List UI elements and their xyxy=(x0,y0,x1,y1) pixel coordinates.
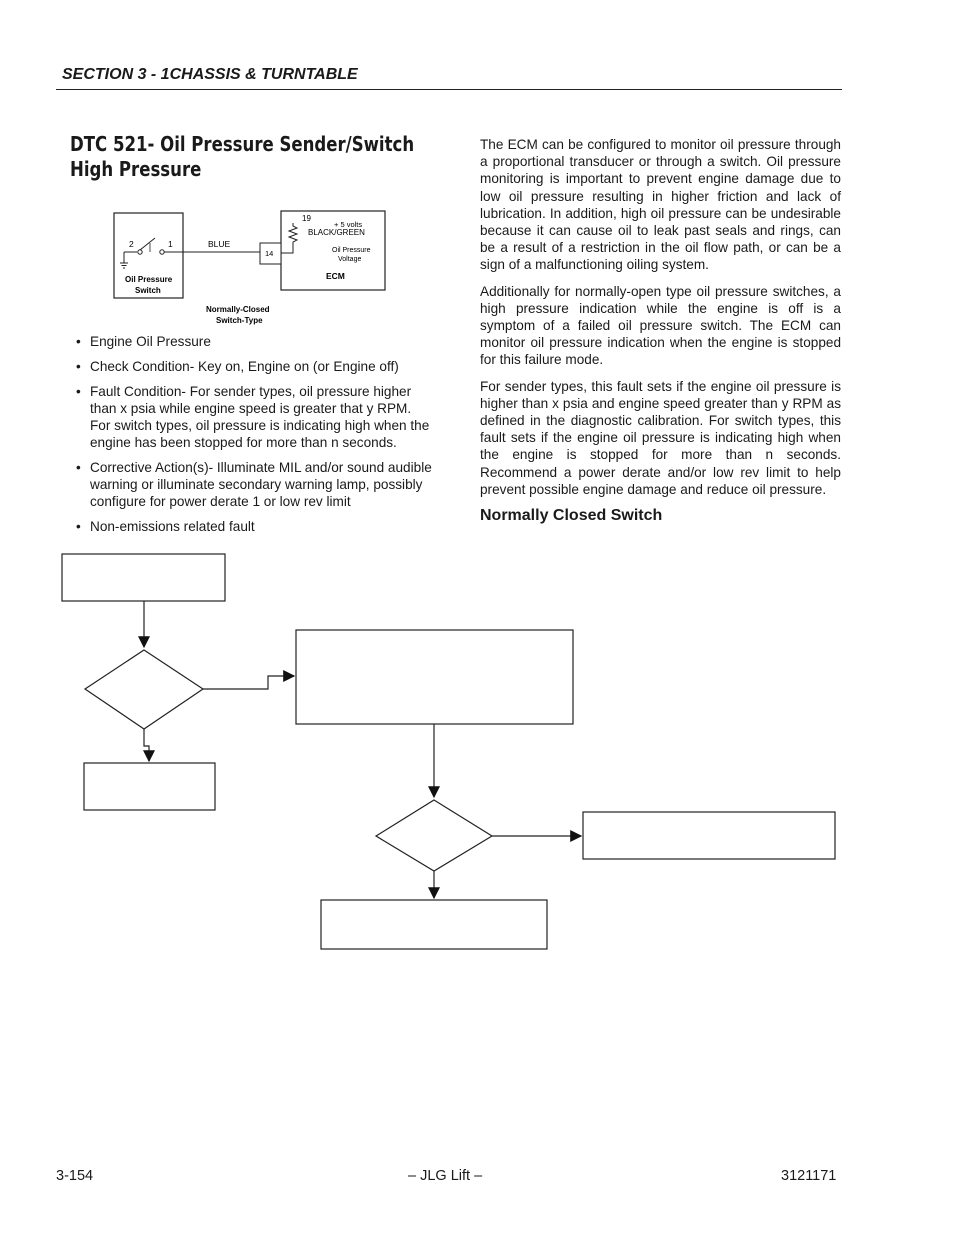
list-item: • Check Condition- Key on, Engine on (or Engine off) xyxy=(76,358,432,375)
paragraph: Additionally for normally-open type oil pressure switches, a high pressure indication while the engine is off is a symptom of a failed oil pressure switch. The ECM can monitor oil pressure indication when the engine is stopped for this failure mode. xyxy=(480,283,841,368)
list-item: • Engine Oil Pressure xyxy=(76,333,432,350)
ecm-supply: + 5 volts xyxy=(334,220,363,229)
ecm-pin-19: 19 xyxy=(302,214,311,223)
list-item: • Corrective Action(s)- Illuminate MIL and/or sound audible warning or illuminate secondary warning lamp, possibly configure for power derate 1 or low rev limit xyxy=(76,459,432,510)
flow-box-right xyxy=(583,812,835,859)
flow-box-main xyxy=(296,630,573,724)
flow-box-start xyxy=(62,554,225,601)
document-number: 3121171 xyxy=(781,1168,837,1184)
switch-type-1: Normally-Closed xyxy=(206,305,270,314)
wire-color-label: BLUE xyxy=(208,239,231,249)
paragraph: For sender types, this fault sets if the engine oil pressure is higher than x psia and engine speed greater than y RPM as defined in the diagnostic calibration. For switch types, this fault sets if the engine oil pressure is indicating high when the engine is stopped for more than n seconds. Recommend a power derate and/or low rev limit to help prevent possible engine damage and reduce oil pressure. xyxy=(480,378,841,497)
switch-pin-1: 1 xyxy=(168,239,173,249)
paragraph: The ECM can be configured to monitor oil pressure through a proportional transducer or through a switch. Oil pressure monitoring is important to prevent engine damage due to low oil pressure resulting in higher friction and lack of lubrication. In addition, high oil pressure can be undesirable because it can cause oil to leak past seals and rings, can be a result of a restriction in the oil flow path, or can be a sign of a malfunctioning oiling system. xyxy=(480,137,841,273)
list-item: • Non-emissions related fault xyxy=(76,518,432,535)
switch-label-2: Switch xyxy=(135,286,161,295)
header-rule xyxy=(56,89,842,90)
footer-brand: – JLG Lift – xyxy=(408,1168,483,1184)
flow-box-left xyxy=(84,763,215,810)
flow-decision-2 xyxy=(376,800,492,871)
description xyxy=(480,136,841,507)
flow-box-bottom xyxy=(321,900,547,949)
flowchart xyxy=(0,540,954,970)
page-number: 3-154 xyxy=(56,1168,94,1184)
flow-decision-1 xyxy=(85,650,203,729)
list-item: • Fault Condition- For sender types, oil pressure higher than x psia while engine speed is greater that y RPM. For switch types, oil pressure is indicating high when the engine has been stopped for more than n seconds. xyxy=(76,383,432,451)
subheading: Normally Closed Switch xyxy=(480,507,663,524)
switch-label-1: Oil Pressure xyxy=(125,275,173,284)
ecm-wire-color: BLACK/GREEN xyxy=(308,228,365,237)
section-header: SECTION 3 - 1CHASSIS & TURNTABLE xyxy=(62,66,358,83)
switch-pin-2: 2 xyxy=(129,239,134,249)
condition-list xyxy=(76,333,432,543)
ecm-signal-1: Oil Pressure xyxy=(332,247,371,254)
ecm-signal-2: Voltage xyxy=(338,256,362,263)
switch-type-2: Switch-Type xyxy=(216,316,263,325)
wiring-diagram xyxy=(110,205,390,330)
ecm-pin-14: 14 xyxy=(265,249,274,258)
ecm-label: ECM xyxy=(326,271,345,281)
page-title: DTC 521- Oil Pressure Sender/Switch High Pressure xyxy=(70,132,415,181)
